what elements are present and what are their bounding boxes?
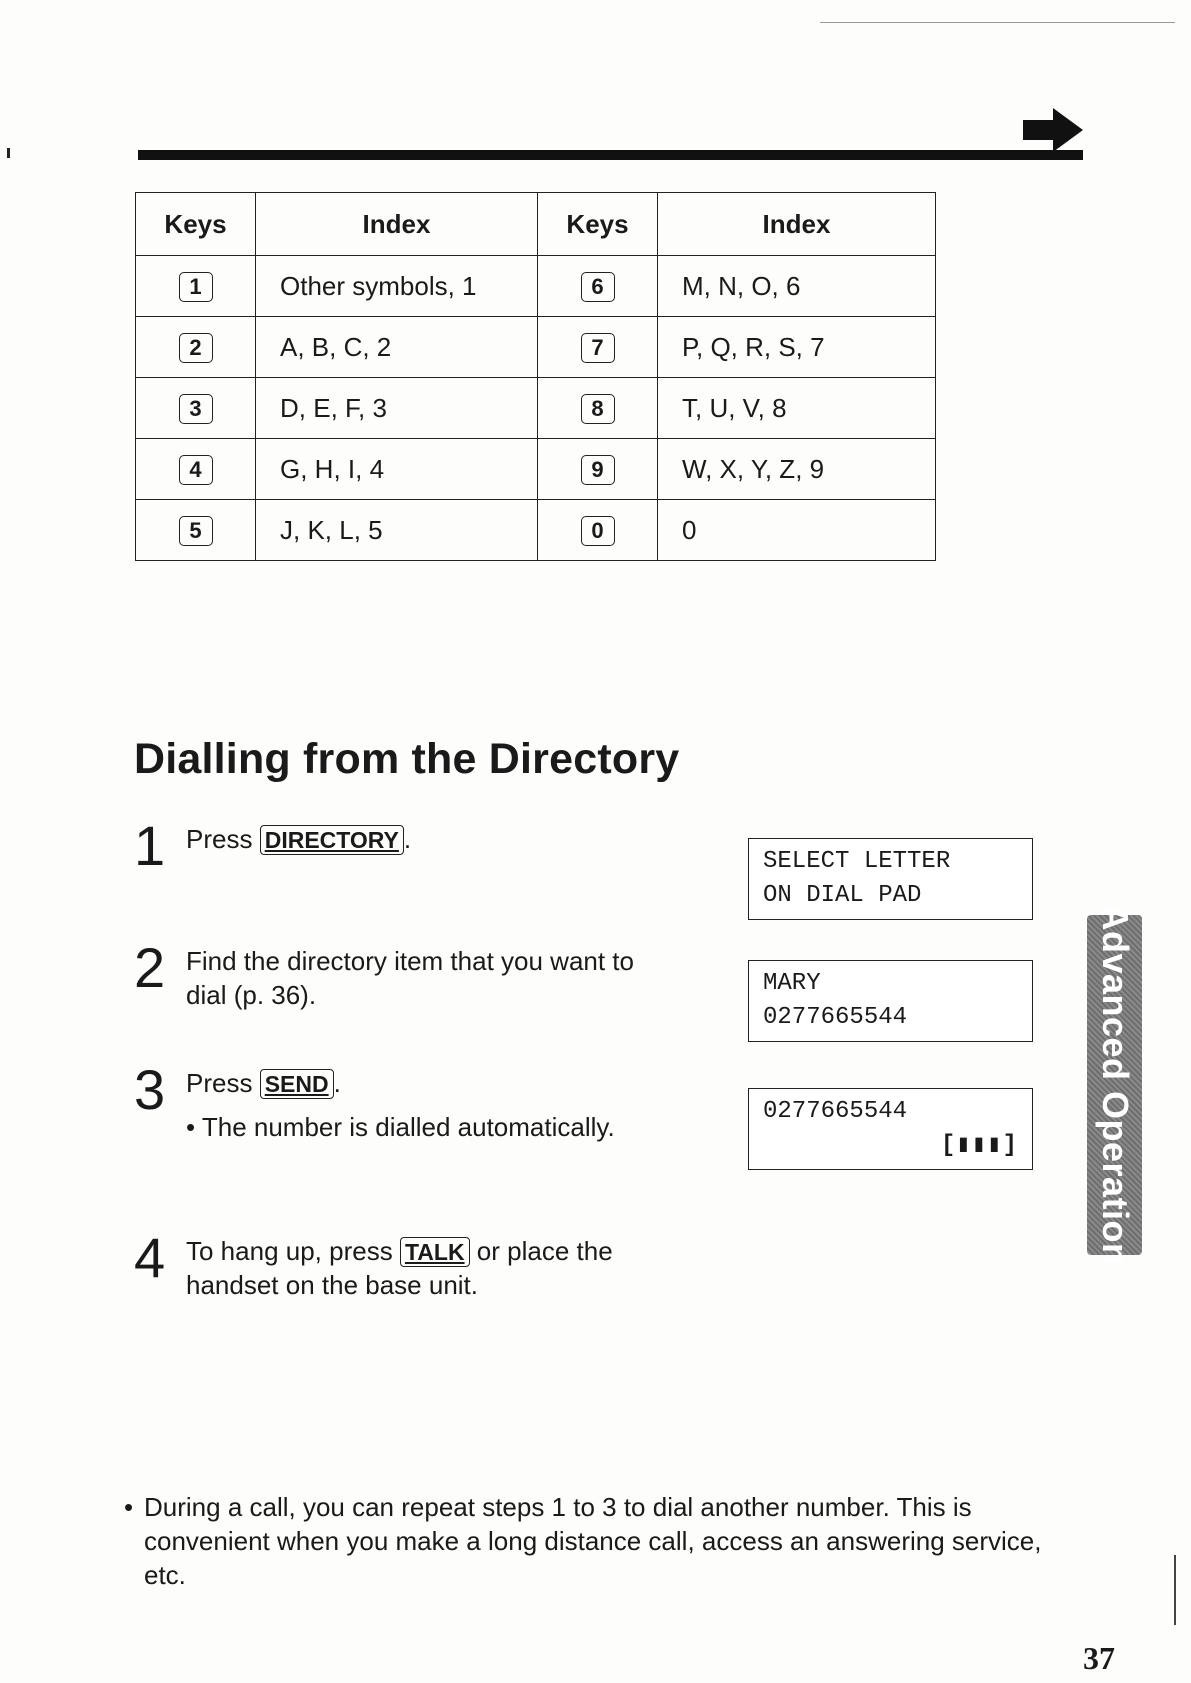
index-cell: 0 xyxy=(658,500,936,561)
key-cell xyxy=(538,317,658,378)
key-1-icon: 1 xyxy=(179,272,213,302)
key-cell xyxy=(136,378,256,439)
key-8-icon: 8 xyxy=(581,394,615,424)
key-5-icon: 5 xyxy=(179,516,213,546)
key-cell xyxy=(538,500,658,561)
table-row xyxy=(136,500,936,561)
table-row xyxy=(136,256,936,317)
step-bullet: • The number is dialled automatically. xyxy=(186,1112,615,1142)
key-cell xyxy=(538,256,658,317)
key-0-icon: 0 xyxy=(581,516,615,546)
step-number: 2 xyxy=(134,936,166,999)
lcd-display-2 xyxy=(748,960,1033,1042)
index-cell: M, N, O, 6 xyxy=(658,256,936,317)
key-cell xyxy=(538,439,658,500)
step-4 xyxy=(134,1226,694,1310)
key-index-table xyxy=(135,192,936,561)
key-6-icon: 6 xyxy=(581,272,615,302)
index-cell: P, Q, R, S, 7 xyxy=(658,317,936,378)
step-prefix: To hang up, press xyxy=(186,1236,393,1266)
edge-mark xyxy=(1174,1555,1176,1625)
table-row xyxy=(136,317,936,378)
bullet-icon: • xyxy=(124,1492,134,1522)
talk-button[interactable]: TALK xyxy=(400,1237,470,1267)
lcd-line: 0277665544 xyxy=(763,1004,908,1031)
key-3-icon: 3 xyxy=(179,394,213,424)
top-hairline xyxy=(820,22,1175,23)
header-keys: Keys xyxy=(538,193,658,256)
side-tab-label: Advanced Operation xyxy=(1094,904,1136,1266)
lcd-line: ON DIAL PAD xyxy=(763,882,922,909)
index-cell: A, B, C, 2 xyxy=(256,317,538,378)
index-cell: Other symbols, 1 xyxy=(256,256,538,317)
step-text xyxy=(186,1066,615,1144)
step-number: 1 xyxy=(134,814,166,877)
step-text xyxy=(186,822,411,856)
key-4-icon: 4 xyxy=(179,455,213,485)
index-cell: G, H, I, 4 xyxy=(256,439,538,500)
key-cell xyxy=(136,439,256,500)
table-row xyxy=(136,378,936,439)
scan-mark xyxy=(7,148,10,158)
key-7-icon: 7 xyxy=(581,333,615,363)
lcd-line: MARY xyxy=(763,970,821,997)
index-cell: T, U, V, 8 xyxy=(658,378,936,439)
step-number: 3 xyxy=(134,1058,166,1121)
step-suffix: . xyxy=(333,1068,341,1098)
key-cell xyxy=(136,317,256,378)
step-1 xyxy=(134,814,694,878)
lcd-display-3 xyxy=(748,1088,1033,1170)
directory-button[interactable]: DIRECTORY xyxy=(260,825,404,855)
step-number: 4 xyxy=(134,1226,166,1289)
table-header-row xyxy=(136,193,936,256)
key-9-icon: 9 xyxy=(581,455,615,485)
lcd-line-wrap xyxy=(763,1129,1018,1163)
send-button[interactable]: SEND xyxy=(260,1069,334,1099)
key-cell xyxy=(538,378,658,439)
table-row xyxy=(136,439,936,500)
index-cell: D, E, F, 3 xyxy=(256,378,538,439)
header-rule xyxy=(138,150,1083,160)
lcd-line: 0277665544 xyxy=(763,1098,908,1125)
step-prefix: Press xyxy=(186,1068,253,1098)
index-cell: J, K, L, 5 xyxy=(256,500,538,561)
section-title: Dialling from the Directory xyxy=(134,735,680,783)
key-2-icon: 2 xyxy=(179,333,213,363)
step-prefix: Press xyxy=(186,824,253,854)
lcd-display-1 xyxy=(748,838,1033,920)
lcd-line: SELECT LETTER xyxy=(763,848,951,875)
key-cell xyxy=(136,500,256,561)
page-number: 37 xyxy=(1083,1640,1115,1676)
step-text xyxy=(186,1234,686,1302)
step-2 xyxy=(134,936,694,1020)
key-cell xyxy=(136,256,256,317)
index-cell: W, X, Y, Z, 9 xyxy=(658,439,936,500)
step-3 xyxy=(134,1058,694,1162)
side-tab xyxy=(1087,904,1142,1266)
note xyxy=(124,1490,1064,1592)
step-suffix: or place the handset on the base unit. xyxy=(186,1236,613,1300)
step-text: Find the directory item that you want to dial (p. 36). xyxy=(186,946,634,1010)
battery-icon: [▮▮▮] xyxy=(940,1132,1018,1159)
step-suffix: . xyxy=(403,824,412,854)
header-index: Index xyxy=(256,193,538,256)
note-text: During a call, you can repeat steps 1 to 3 to dial another number. This is convenient when you make a long distance call, access an answering service, etc. xyxy=(144,1492,1042,1590)
header-index: Index xyxy=(658,193,936,256)
header-keys: Keys xyxy=(136,193,256,256)
arrow-right-icon xyxy=(1023,108,1083,152)
